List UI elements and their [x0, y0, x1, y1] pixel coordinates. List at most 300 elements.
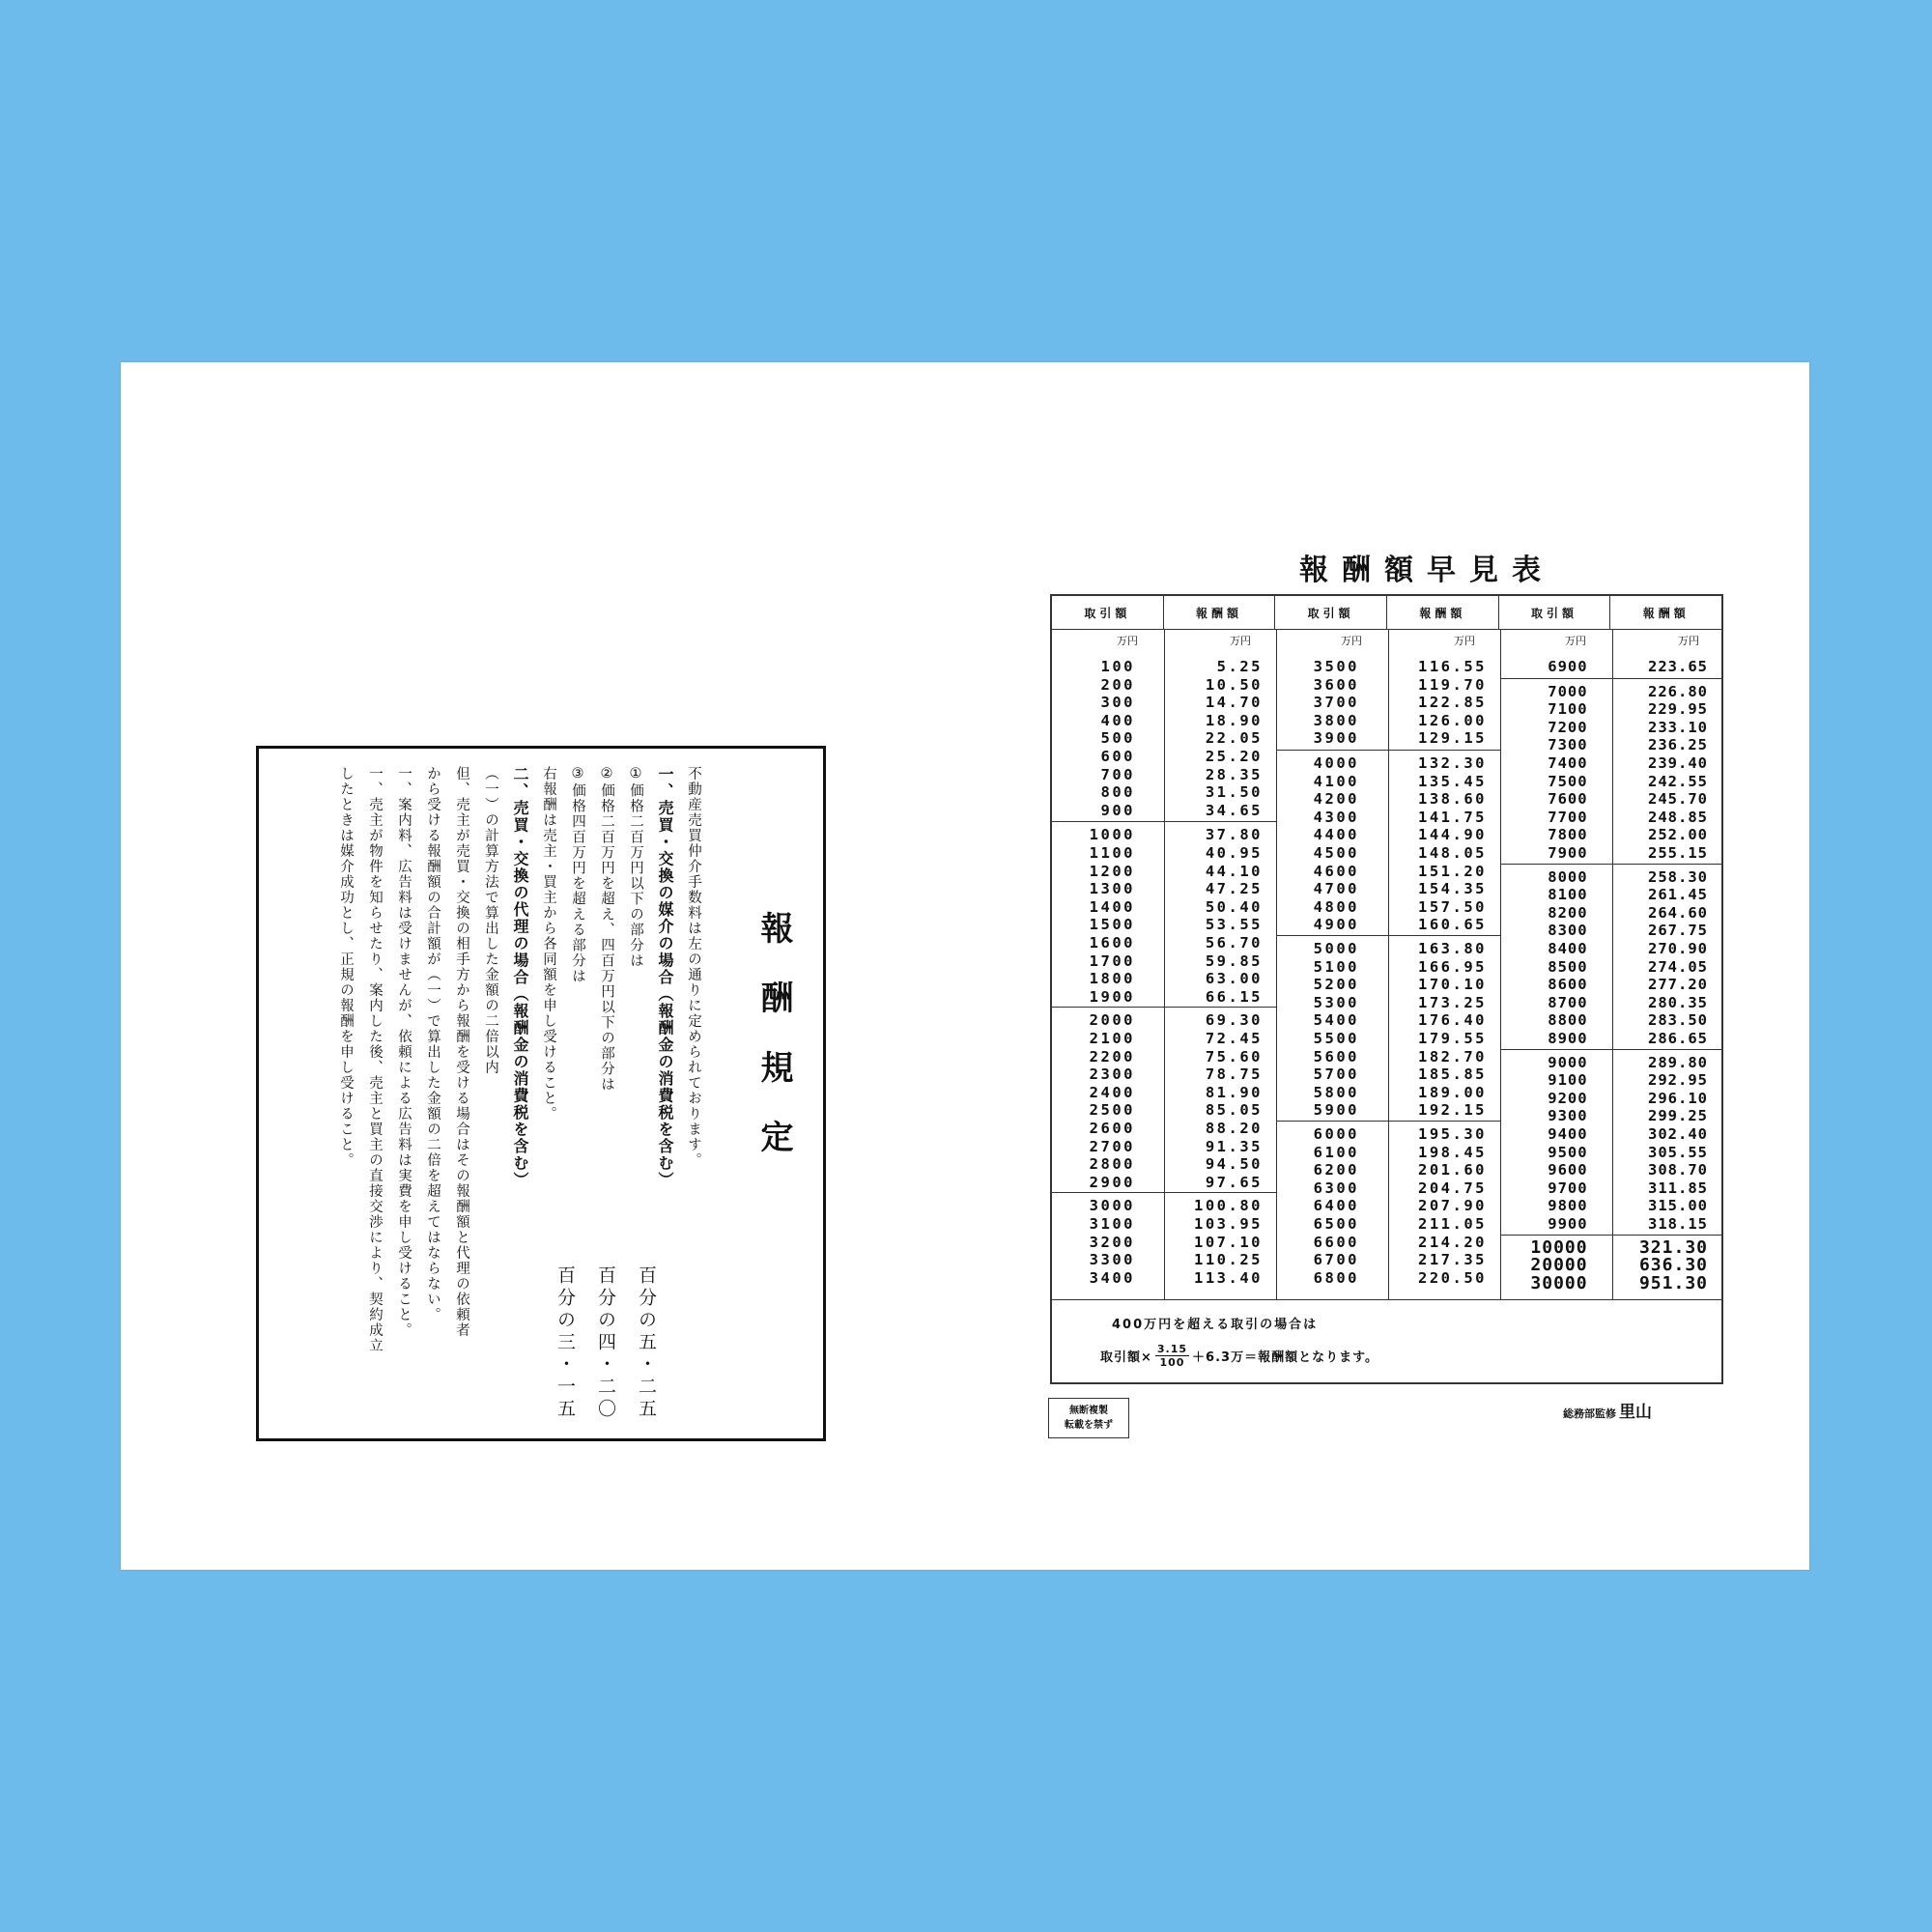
column-header: 取引額	[1275, 596, 1387, 629]
table-row	[1276, 958, 1500, 977]
fee-amount: 226.80	[1648, 682, 1708, 700]
table-row	[1052, 1138, 1276, 1156]
transaction-amount: 7500	[1548, 772, 1588, 790]
formula-fraction	[1155, 1343, 1189, 1369]
formula-prefix: 取引額×	[1100, 1350, 1152, 1365]
table-block	[1052, 658, 1276, 819]
fee-table-group-1	[1052, 629, 1277, 1299]
table-row	[1500, 1215, 1721, 1234]
rule-line: 一、案内料、広告料は受けませんが、依頼による広告料は実費を申し受けること。	[396, 766, 412, 1338]
transaction-amount: 5000	[1313, 940, 1359, 957]
table-row	[1276, 826, 1500, 844]
column-header: 報酬額	[1164, 596, 1276, 629]
transaction-amount: 1100	[1089, 843, 1135, 862]
fee-table	[1050, 594, 1723, 1384]
fee-amount: 176.40	[1418, 1011, 1487, 1030]
rule-line: 二、売買・交換の代理の場合（報酬金の消費税を含む）	[511, 766, 529, 1189]
transaction-amount: 600	[1100, 747, 1135, 765]
transaction-amount: 4100	[1313, 772, 1359, 790]
fee-amount: 78.75	[1205, 1065, 1263, 1084]
fee-amount: 192.15	[1418, 1101, 1487, 1120]
fee-amount: 113.40	[1194, 1268, 1263, 1287]
fee-amount: 163.80	[1418, 940, 1487, 957]
footer-formula	[1100, 1343, 1378, 1369]
table-block	[1500, 658, 1721, 676]
table-row	[1276, 1084, 1500, 1102]
table-row	[1052, 952, 1276, 971]
transaction-amount: 8700	[1548, 993, 1588, 1011]
fee-amount: 5.25	[1216, 658, 1263, 675]
unit-label: 万円	[1341, 635, 1362, 647]
transaction-amount: 4700	[1313, 880, 1359, 898]
fee-amount: 119.70	[1418, 675, 1487, 694]
fee-amount: 182.70	[1418, 1047, 1487, 1065]
fee-amount: 173.25	[1418, 993, 1487, 1011]
fee-amount: 264.60	[1648, 903, 1708, 922]
table-block	[1052, 1192, 1276, 1287]
fee-amount: 91.35	[1205, 1137, 1263, 1155]
fee-amount: 85.05	[1205, 1101, 1263, 1120]
fee-amount: 636.30	[1638, 1255, 1708, 1276]
table-row	[1276, 729, 1500, 748]
table-row	[1276, 976, 1500, 994]
table-row	[1500, 844, 1721, 863]
fee-amount: 126.00	[1418, 711, 1487, 729]
fee-amount: 242.55	[1648, 772, 1708, 790]
transaction-amount: 900	[1100, 801, 1135, 819]
fee-amount: 261.45	[1648, 886, 1708, 904]
table-row	[1052, 1197, 1276, 1215]
transaction-amount: 2400	[1089, 1083, 1135, 1101]
table-row	[1500, 994, 1721, 1012]
table-row	[1500, 658, 1721, 676]
transaction-amount: 3800	[1313, 711, 1359, 729]
transaction-amount: 700	[1100, 765, 1135, 783]
column-header: 取引額	[1052, 596, 1164, 629]
fee-amount: 280.35	[1648, 993, 1708, 1011]
fee-amount: 116.55	[1418, 658, 1487, 675]
transaction-amount: 6500	[1313, 1214, 1359, 1233]
fee-amount: 144.90	[1418, 826, 1487, 844]
table-row	[1052, 766, 1276, 784]
table-row	[1276, 1065, 1500, 1084]
fee-amount: 258.30	[1648, 867, 1708, 886]
fee-amount: 289.80	[1648, 1053, 1708, 1071]
table-row	[1500, 1257, 1721, 1275]
transaction-amount: 3300	[1089, 1251, 1135, 1269]
table-row	[1052, 658, 1276, 676]
table-row	[1276, 880, 1500, 898]
column-header: 取引額	[1499, 596, 1611, 629]
transaction-amount: 4400	[1313, 826, 1359, 844]
fee-amount: 100.80	[1194, 1197, 1263, 1215]
transaction-amount: 500	[1100, 729, 1135, 748]
table-row	[1500, 700, 1721, 719]
table-row	[1276, 1161, 1500, 1179]
fee-amount: 302.40	[1648, 1124, 1708, 1143]
table-row	[1500, 976, 1721, 994]
fraction-denominator: 100	[1159, 1356, 1185, 1369]
transaction-amount: 2100	[1089, 1029, 1135, 1047]
rate-percentage: 百分の五・二五	[636, 1265, 657, 1421]
table-row	[1500, 790, 1721, 809]
column-header: 報酬額	[1387, 596, 1499, 629]
transaction-amount: 3400	[1089, 1268, 1135, 1287]
fee-amount: 103.95	[1194, 1214, 1263, 1233]
transaction-amount: 2900	[1089, 1173, 1135, 1191]
fee-amount: 236.25	[1648, 736, 1708, 754]
transaction-amount: 6400	[1313, 1197, 1359, 1215]
transaction-amount: 1400	[1089, 897, 1135, 916]
table-row	[1500, 736, 1721, 754]
table-row	[1276, 694, 1500, 712]
fee-amount: 204.75	[1418, 1179, 1487, 1197]
fee-amount: 50.40	[1205, 897, 1263, 916]
rate-percentage: 百分の三・一五	[554, 1265, 576, 1421]
table-row	[1500, 904, 1721, 923]
fee-amount: 239.40	[1648, 753, 1708, 772]
table-row	[1052, 898, 1276, 917]
transaction-amount: 1600	[1089, 933, 1135, 952]
fee-table-header	[1052, 596, 1721, 630]
rule-line: 右報酬は売主・買主から各同額を申し受けること。	[541, 766, 556, 1122]
transaction-amount: 4600	[1313, 862, 1359, 880]
rule-line: ②価格二百万円を超え、四百万円以下の部分は	[599, 766, 614, 1093]
fee-amount: 286.65	[1648, 1029, 1708, 1047]
transaction-amount: 6700	[1313, 1251, 1359, 1269]
fee-amount: 69.30	[1205, 1011, 1263, 1030]
table-row	[1500, 1161, 1721, 1179]
footer-note: 400万円を超える取引の場合は	[1112, 1318, 1319, 1332]
table-row	[1052, 1011, 1276, 1030]
fee-amount: 299.25	[1648, 1107, 1708, 1125]
unit-label: 万円	[1678, 635, 1699, 647]
transaction-amount: 7900	[1548, 843, 1588, 862]
fee-amount: 97.65	[1205, 1173, 1263, 1191]
transaction-amount: 1900	[1089, 987, 1135, 1006]
table-row	[1500, 1107, 1721, 1125]
copyright-stamp	[1048, 1398, 1129, 1438]
unit-labels	[1500, 633, 1721, 652]
fee-amount: 154.35	[1418, 880, 1487, 898]
transaction-amount: 5600	[1313, 1047, 1359, 1065]
fee-amount: 59.85	[1205, 952, 1263, 970]
fee-amount: 296.10	[1648, 1089, 1708, 1107]
table-row	[1276, 940, 1500, 958]
transaction-amount: 6000	[1313, 1125, 1359, 1143]
transaction-amount: 5900	[1313, 1101, 1359, 1120]
table-row	[1276, 1215, 1500, 1234]
fee-amount: 277.20	[1648, 976, 1708, 994]
table-block	[1276, 935, 1500, 1120]
fee-amount: 214.20	[1418, 1233, 1487, 1251]
rule-line: 但、売主が売買・交換の相手方から報酬を受ける場合はその報酬額と代理の依頼者	[454, 766, 469, 1338]
table-row	[1500, 754, 1721, 773]
table-row	[1276, 1048, 1500, 1066]
fee-amount: 220.50	[1418, 1268, 1487, 1287]
fee-amount: 72.45	[1205, 1029, 1263, 1047]
unit-label: 万円	[1230, 635, 1251, 647]
table-row	[1052, 844, 1276, 863]
table-row	[1052, 1215, 1276, 1234]
transaction-amount: 1300	[1089, 880, 1135, 898]
transaction-amount: 5100	[1313, 957, 1359, 976]
fee-amount: 157.50	[1418, 897, 1487, 916]
rule-line: 不動産売買仲介手数料は左の通りに定められております。	[686, 766, 701, 1168]
table-row	[1276, 712, 1500, 730]
transaction-amount: 1000	[1089, 826, 1135, 844]
fee-amount: 292.95	[1648, 1071, 1708, 1090]
fee-table-title: 報酬額早見表	[1299, 554, 1554, 587]
transaction-amount: 200	[1100, 675, 1135, 694]
transaction-amount: 6300	[1313, 1179, 1359, 1197]
transaction-amount: 10000	[1530, 1236, 1588, 1258]
table-row	[1500, 773, 1721, 791]
transaction-amount: 6100	[1313, 1143, 1359, 1161]
transaction-amount: 7800	[1548, 826, 1588, 844]
fee-amount: 25.20	[1205, 747, 1263, 765]
table-row	[1500, 1197, 1721, 1215]
fee-amount: 185.85	[1418, 1065, 1487, 1084]
transaction-amount: 6600	[1313, 1233, 1359, 1251]
transaction-amount: 100	[1100, 658, 1135, 675]
fee-amount: 189.00	[1418, 1083, 1487, 1101]
table-row	[1052, 748, 1276, 766]
fee-amount: 283.50	[1648, 1011, 1708, 1030]
table-row	[1276, 1011, 1500, 1030]
transaction-amount: 8500	[1548, 957, 1588, 976]
table-row	[1052, 1174, 1276, 1192]
transaction-amount: 4000	[1313, 754, 1359, 772]
table-row	[1276, 844, 1500, 863]
fee-amount: 211.05	[1418, 1214, 1487, 1233]
table-row	[1500, 1144, 1721, 1162]
table-row	[1052, 863, 1276, 881]
rule-line: したときは媒介成功とし、正規の報酬を申し受けること。	[338, 766, 354, 1168]
transaction-amount: 9100	[1548, 1071, 1588, 1090]
fee-amount: 207.90	[1418, 1197, 1487, 1215]
transaction-amount: 2600	[1089, 1119, 1135, 1137]
transaction-amount: 6800	[1313, 1268, 1359, 1287]
transaction-amount: 8400	[1548, 939, 1588, 957]
publisher-mark	[1563, 1398, 1652, 1422]
fee-amount: 37.80	[1205, 826, 1263, 844]
transaction-amount: 2700	[1089, 1137, 1135, 1155]
table-row	[1052, 729, 1276, 748]
fee-rules-title: 報酬規定	[754, 911, 793, 1189]
transaction-amount: 8000	[1548, 867, 1588, 886]
transaction-amount: 20000	[1530, 1255, 1588, 1276]
transaction-amount: 7300	[1548, 736, 1588, 754]
fee-amount: 274.05	[1648, 957, 1708, 976]
table-row	[1500, 1030, 1721, 1048]
transaction-amount: 3500	[1313, 658, 1359, 675]
fee-amount: 229.95	[1648, 700, 1708, 719]
fee-amount: 53.55	[1205, 916, 1263, 934]
transaction-amount: 3100	[1089, 1214, 1135, 1233]
transaction-amount: 800	[1100, 783, 1135, 802]
transaction-amount: 6900	[1548, 658, 1588, 675]
fee-amount: 56.70	[1205, 933, 1263, 952]
fee-amount: 201.60	[1418, 1161, 1487, 1179]
fee-amount: 141.75	[1418, 808, 1487, 826]
table-row	[1052, 1065, 1276, 1084]
transaction-amount: 7700	[1548, 808, 1588, 826]
table-block	[1500, 1049, 1721, 1234]
fraction-numerator: 3.15	[1156, 1343, 1188, 1355]
transaction-amount: 8100	[1548, 886, 1588, 904]
table-row	[1052, 1269, 1276, 1288]
table-block	[1052, 821, 1276, 1006]
table-row	[1500, 922, 1721, 940]
fee-amount: 28.35	[1205, 765, 1263, 783]
table-row	[1052, 1030, 1276, 1048]
table-row	[1276, 773, 1500, 791]
transaction-amount: 9800	[1548, 1197, 1588, 1215]
table-row	[1052, 1251, 1276, 1269]
fee-amount: 44.10	[1205, 862, 1263, 880]
fee-amount: 245.70	[1648, 790, 1708, 809]
table-row	[1052, 880, 1276, 898]
fee-amount: 170.10	[1418, 976, 1487, 994]
rule-line: ①価格二百万円以下の部分は	[628, 766, 643, 969]
table-row	[1052, 1084, 1276, 1102]
table-row	[1276, 809, 1500, 827]
fee-amount: 135.45	[1418, 772, 1487, 790]
table-row	[1052, 1120, 1276, 1138]
transaction-amount: 1800	[1089, 970, 1135, 988]
table-row	[1276, 754, 1500, 773]
fee-amount: 217.35	[1418, 1251, 1487, 1269]
transaction-amount: 2500	[1089, 1101, 1135, 1120]
transaction-amount: 7600	[1548, 790, 1588, 809]
transaction-amount: 1700	[1089, 952, 1135, 970]
transaction-amount: 4900	[1313, 916, 1359, 934]
fee-amount: 308.70	[1648, 1161, 1708, 1179]
table-block	[1276, 1121, 1500, 1287]
transaction-amount: 9900	[1548, 1214, 1588, 1233]
table-block	[1500, 678, 1721, 863]
transaction-amount: 4800	[1313, 897, 1359, 916]
table-row	[1276, 1101, 1500, 1120]
unit-labels	[1052, 633, 1276, 652]
fee-amount: 166.95	[1418, 957, 1487, 976]
fee-amount: 88.20	[1205, 1119, 1263, 1137]
rule-line: （一）の計算方法で算出した金額の二倍以内	[483, 766, 498, 1075]
transaction-amount: 1200	[1089, 862, 1135, 880]
unit-label: 万円	[1454, 635, 1475, 647]
fee-amount: 75.60	[1205, 1047, 1263, 1065]
transaction-amount: 1500	[1089, 916, 1135, 934]
table-row	[1500, 940, 1721, 958]
table-row	[1052, 1101, 1276, 1120]
transaction-amount: 5700	[1313, 1065, 1359, 1084]
fee-amount: 195.30	[1418, 1125, 1487, 1143]
table-block	[1276, 658, 1500, 748]
table-row	[1276, 994, 1500, 1012]
rate-percentage: 百分の四・二〇	[595, 1265, 616, 1421]
transaction-amount: 3000	[1089, 1197, 1135, 1215]
transaction-amount: 30000	[1530, 1272, 1588, 1293]
table-row	[1500, 719, 1721, 737]
fee-amount: 22.05	[1205, 729, 1263, 748]
fee-amount: 270.90	[1648, 939, 1708, 957]
transaction-amount: 7000	[1548, 682, 1588, 700]
fee-amount: 138.60	[1418, 790, 1487, 809]
fee-amount: 110.25	[1194, 1251, 1263, 1269]
fee-amount: 148.05	[1418, 843, 1487, 862]
fee-amount: 223.65	[1648, 658, 1708, 675]
transaction-amount: 5200	[1313, 976, 1359, 994]
table-row	[1052, 916, 1276, 934]
table-row	[1052, 802, 1276, 820]
unit-label: 万円	[1565, 635, 1586, 647]
percentage-group	[549, 1265, 663, 1421]
table-row	[1500, 1179, 1721, 1198]
stamp-line-2: 転載を禁ず	[1065, 1420, 1113, 1431]
table-row	[1052, 1234, 1276, 1252]
table-row	[1052, 934, 1276, 952]
table-row	[1500, 826, 1721, 844]
fee-amount: 951.30	[1638, 1272, 1708, 1293]
table-row	[1276, 1144, 1500, 1162]
fee-amount: 31.50	[1205, 783, 1263, 802]
fee-amount: 311.85	[1648, 1179, 1708, 1197]
stamp-line-1: 無断複製	[1069, 1406, 1108, 1416]
transaction-amount: 9700	[1548, 1179, 1588, 1197]
fee-amount: 255.15	[1648, 843, 1708, 862]
fee-amount: 81.90	[1205, 1083, 1263, 1101]
table-row	[1500, 1071, 1721, 1090]
table-row	[1276, 863, 1500, 881]
table-row	[1276, 1251, 1500, 1269]
table-row	[1276, 790, 1500, 809]
fee-amount: 94.50	[1205, 1155, 1263, 1174]
table-row	[1052, 1048, 1276, 1066]
publisher-logo: 里山	[1619, 1403, 1652, 1422]
fee-amount: 305.55	[1648, 1143, 1708, 1161]
table-row	[1500, 958, 1721, 977]
fee-amount: 66.15	[1205, 987, 1263, 1006]
table-row	[1276, 898, 1500, 917]
table-row	[1500, 683, 1721, 701]
fee-amount: 18.90	[1205, 711, 1263, 729]
transaction-amount: 300	[1100, 694, 1135, 712]
fee-amount: 63.00	[1205, 970, 1263, 988]
fee-amount: 132.30	[1418, 754, 1487, 772]
fee-amount: 321.30	[1638, 1236, 1708, 1258]
transaction-amount: 4300	[1313, 808, 1359, 826]
table-row	[1052, 676, 1276, 695]
transaction-amount: 5800	[1313, 1083, 1359, 1101]
rule-line: ③価格四百万円を超える部分は	[570, 766, 585, 984]
fee-amount: 160.65	[1418, 916, 1487, 934]
fee-amount: 34.65	[1205, 801, 1263, 819]
table-block	[1500, 864, 1721, 1048]
table-row	[1500, 1054, 1721, 1072]
table-row	[1500, 868, 1721, 887]
table-row	[1052, 826, 1276, 844]
table-row	[1500, 1272, 1721, 1293]
transaction-amount: 8600	[1548, 976, 1588, 994]
fee-amount: 14.70	[1205, 694, 1263, 712]
fee-amount: 248.85	[1648, 808, 1708, 826]
transaction-amount: 7400	[1548, 753, 1588, 772]
transaction-amount: 9300	[1548, 1107, 1588, 1125]
transaction-amount: 8300	[1548, 922, 1588, 940]
fee-amount: 198.45	[1418, 1143, 1487, 1161]
fee-amount: 315.00	[1648, 1197, 1708, 1215]
